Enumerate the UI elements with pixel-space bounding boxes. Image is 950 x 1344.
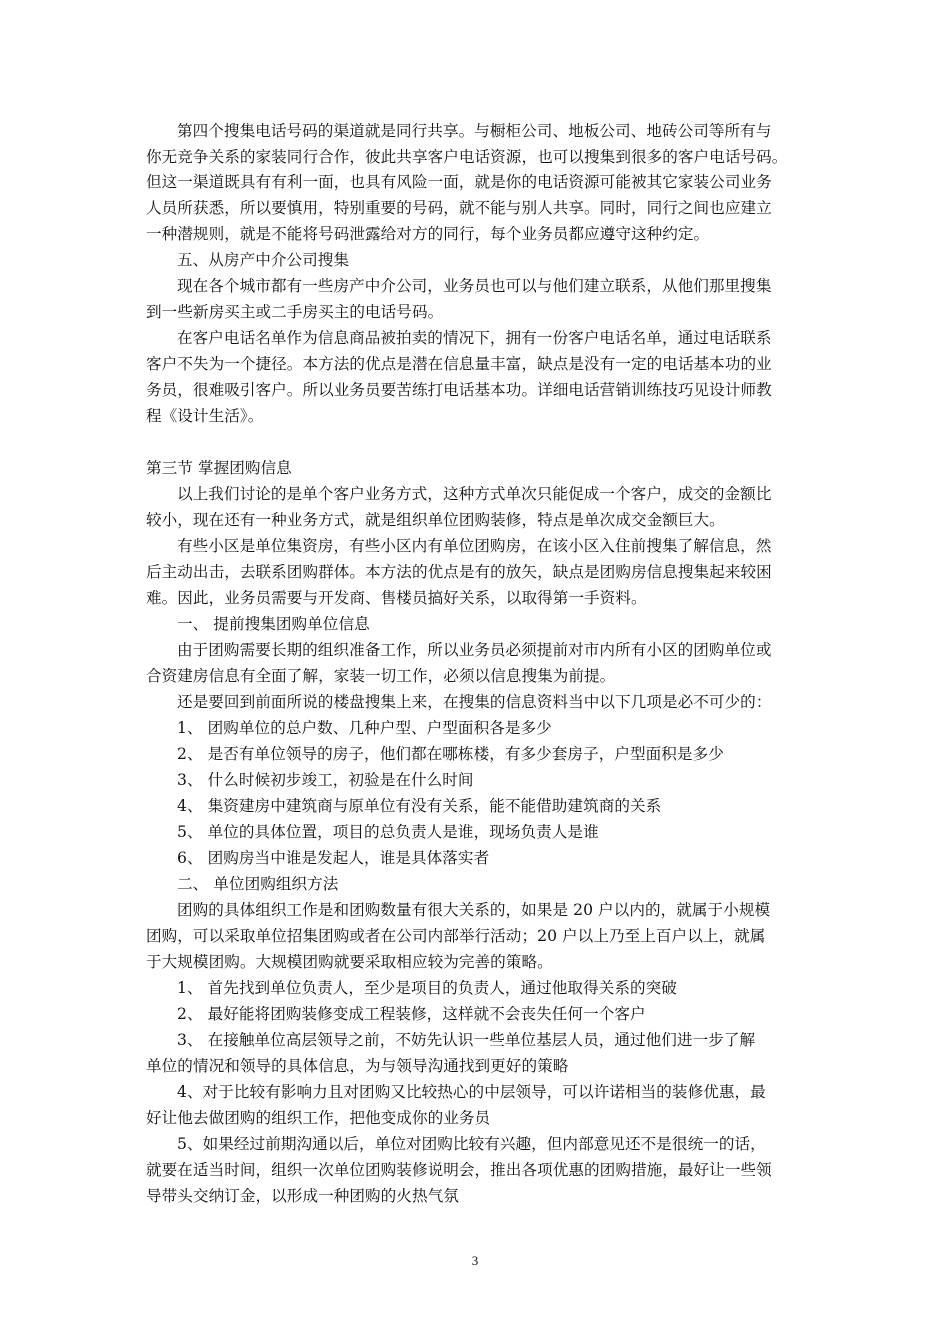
- page-number: 3: [471, 1253, 479, 1268]
- list-item: 3、 在接触单位高层领导之前，不妨先认识一些单位基层人员，通过他们进一步了解: [177, 1031, 756, 1049]
- list-item: 2、 是否有单位领导的房子，他们都在哪栋楼，有多少套房子，户型面积是多少: [177, 745, 724, 763]
- paragraph-line: 单位的情况和领导的具体信息，为与领导沟通找到更好的策略: [146, 1057, 569, 1075]
- list-item: 5、如果经过前期沟通以后，单位对团购比较有兴趣，但内部意见还不是很统一的话，: [177, 1135, 766, 1153]
- section-title: 第三节 掌握团购信息: [146, 459, 292, 477]
- paragraph-line: 第四个搜集电话号码的渠道就是同行共享。与橱柜公司、地板公司、地砖公司等所有与: [177, 122, 772, 140]
- paragraph-line: 现在各个城市都有一些房产中介公司，业务员也可以与他们建立联系，从他们那里搜集: [177, 277, 772, 295]
- list-item: 6、 团购房当中谁是发起人，谁是具体落实者: [177, 849, 490, 867]
- list-item: 5、 单位的具体位置，项目的总负责人是谁，现场负责人是谁: [177, 823, 599, 841]
- subsection-heading: 二、 单位团购组织方法: [177, 875, 339, 893]
- paragraph-line: 由于团购需要长期的组织准备工作，所以业务员必须提前对市内所有小区的团购单位或: [177, 641, 772, 659]
- paragraph-line: 后主动出击，去联系团购群体。本方法的优点是有的放矢，缺点是团购房信息搜集起来较困: [146, 563, 772, 581]
- paragraph-line: 程《设计生活》。: [146, 407, 264, 425]
- paragraph-line: 有些小区是单位集资房，有些小区内有单位团购房，在该小区入住前搜集了解信息，然: [177, 537, 772, 555]
- subsection-heading: 一、 提前搜集团购单位信息: [177, 615, 370, 633]
- paragraph-line: 你无竞争关系的家装同行合作，彼此共享客户电话资源，也可以搜集到很多的客户电话号码。: [146, 148, 788, 166]
- list-item: 1、 团购单位的总户数、几种户型、户型面积各是多少: [177, 719, 552, 737]
- paragraph-line: 好让他去做团购的组织工作，把他变成你的业务员: [146, 1109, 491, 1127]
- paragraph-line: 一种潜规则，就是不能将号码泄露给对方的同行，每个业务员都应遵守这种约定。: [146, 225, 710, 243]
- paragraph-line: 人员所获悉，所以要慎用，特别重要的号码，就不能与别人共享。同时，同行之间也应建立: [146, 199, 772, 217]
- paragraph-line: 就要在适当时间，组织一次单位团购装修说明会，推出各项优惠的团购措施，最好让一些领: [146, 1161, 772, 1179]
- paragraph-line: 客户不失为一个捷径。本方法的优点是潜在信息量丰富，缺点是没有一定的电话基本功的业: [146, 355, 772, 373]
- paragraph-line: 于大规模团购。大规模团购就要采取相应较为完善的策略。: [146, 953, 553, 971]
- paragraph-line: 导带头交纳订金，以形成一种团购的火热气氛: [146, 1187, 459, 1205]
- list-item: 2、 最好能将团购装修变成工程装修，这样就不会丧失任何一个客户: [177, 1005, 646, 1023]
- paragraph-line: 较小，现在还有一种业务方式，就是组织单位团购装修，特点是单次成交金额巨大。: [146, 511, 725, 529]
- list-item: 4、对于比较有影响力且对团购又比较热心的中层领导，可以许诺相当的装修优惠，最: [177, 1083, 766, 1101]
- paragraph-line: 合资建房信息有全面了解，家装一切工作，必须以信息搜集为前提。: [146, 667, 616, 685]
- paragraph-line: 但这一渠道既具有有利一面，也具有风险一面，就是你的电话资源可能被其它家装公司业务: [146, 173, 772, 191]
- list-item: 4、 集资建房中建筑商与原单位有没有关系，能不能借助建筑商的关系: [177, 797, 662, 815]
- list-item: 3、 什么时候初步竣工，初验是在什么时间: [177, 771, 474, 789]
- paragraph-line: 到一些新房买主或二手房买主的电话号码。: [146, 303, 444, 321]
- list-item: 1、 首先找到单位负责人，至少是项目的负责人，通过他取得关系的突破: [177, 979, 677, 997]
- paragraph-line: 在客户电话名单作为信息商品被拍卖的情况下，拥有一份客户电话名单，通过电话联系: [177, 329, 772, 347]
- paragraph-line: 还是要回到前面所说的楼盘搜集上来，在搜集的信息资料当中以下几项是必不可少的：: [177, 693, 772, 711]
- paragraph-line: 团购，可以采取单位招集团购或者在公司内部举行活动；20 户以上乃至上百户以上，就属: [146, 927, 766, 945]
- section-heading: 五、从房产中介公司搜集: [177, 251, 350, 269]
- paragraph-line: 难。因此，业务员需要与开发商、售楼员搞好关系，以取得第一手资料。: [146, 589, 647, 607]
- paragraph-line: 以上我们讨论的是单个客户业务方式，这种方式单次只能促成一个客户，成交的金额比: [177, 485, 772, 503]
- paragraph-line: 团购的具体组织工作是和团购数量有很大关系的，如果是 20 户以内的，就属于小规模: [177, 901, 771, 919]
- paragraph-line: 务员，很难吸引客户。所以业务员要苦练打电话基本功。详细电话营销训练技巧见设计师教: [146, 381, 772, 399]
